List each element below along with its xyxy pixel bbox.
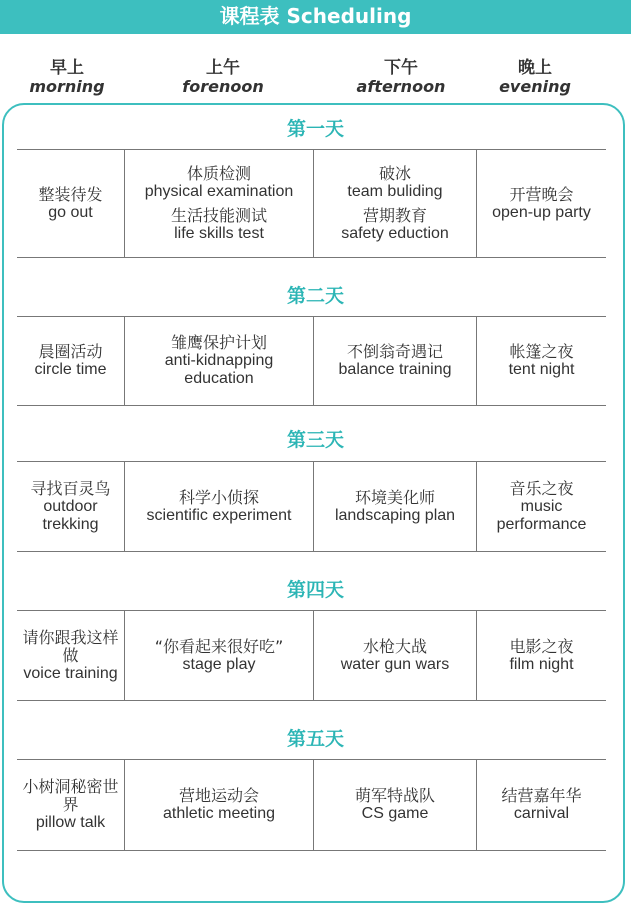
activity-name-en: anti-kidnapping education [164, 352, 274, 387]
schedule-cell [17, 611, 125, 700]
activity-name-zh: 环境美化师 [354, 487, 435, 507]
activity-name-zh: 寻找百灵鸟 [30, 478, 111, 498]
period-zh: 早上 [50, 58, 84, 78]
activity [347, 165, 442, 201]
activity [341, 207, 449, 243]
activity-name-zh: 帐篷之夜 [509, 342, 574, 361]
schedule-cell [125, 611, 314, 700]
activity [20, 778, 121, 832]
activity-name-zh: 生活技能测试 [170, 205, 267, 225]
activity-name-zh: 体质检测 [186, 163, 251, 183]
activity-name-en: life skills test [174, 224, 264, 242]
activity-name-zh: 请你跟我这样做 [22, 627, 119, 665]
period-afternoon [343, 58, 459, 96]
activity-name-en: open-up party [492, 203, 591, 221]
activity-name-zh: 雏鹰保护计划 [170, 333, 267, 352]
day-schedule-row [17, 610, 606, 701]
activity-name-zh: 营地运动会 [178, 786, 259, 805]
activity-name-zh: 结营嘉年华 [501, 786, 582, 805]
activity-name-zh: 不倒翁奇遇记 [346, 342, 443, 361]
schedule-cell [477, 760, 606, 850]
schedule-cell [314, 462, 477, 551]
activity-name-en: athletic meeting [162, 805, 276, 822]
activity [492, 186, 591, 222]
schedule-cell [17, 317, 125, 405]
activity-name-en: voice training [23, 664, 118, 682]
schedule-cell [477, 317, 606, 405]
schedule-cell [314, 611, 477, 700]
day-schedule-row [17, 149, 606, 258]
period-evening [489, 58, 581, 96]
activity [509, 343, 575, 379]
activity [163, 787, 275, 823]
schedule-cell [17, 462, 125, 551]
period-en: morning [29, 77, 105, 96]
period-zh: 下午 [384, 58, 418, 78]
day-title: 第五天 [286, 728, 344, 750]
schedule-cell [125, 150, 314, 257]
activity [509, 638, 573, 674]
activity-name-en: CS game [361, 805, 429, 822]
schedule-cell [477, 611, 606, 700]
period-zh: 上午 [206, 58, 240, 78]
activity-name-en: physical examination [144, 182, 294, 200]
period-morning [27, 58, 107, 96]
activity [480, 480, 603, 534]
activity [20, 629, 121, 683]
schedule-cell [477, 150, 606, 257]
activity-name-zh: 开营晚会 [509, 184, 574, 204]
schedule-cell [314, 317, 477, 405]
activity-name-en: water gun wars [340, 655, 450, 673]
activity [34, 343, 106, 379]
activity [341, 638, 450, 674]
activity-name-zh: 科学小侦探 [178, 487, 259, 507]
activity-name-en: circle time [34, 361, 107, 378]
schedule-cell [125, 462, 314, 551]
activity-name-zh: 小树洞秘密世界 [22, 777, 119, 814]
activity [147, 489, 292, 525]
activity-name-en: carnival [513, 805, 570, 822]
activity-name-zh: 营期教育 [362, 205, 427, 225]
activity-name-en: music performance [496, 497, 587, 533]
day-title: 第四天 [286, 579, 344, 601]
activity [335, 489, 455, 525]
activity [171, 207, 267, 243]
period-forenoon [168, 58, 278, 96]
period-en: afternoon [356, 77, 446, 96]
activity-name-en: go out [48, 203, 93, 221]
activity [155, 638, 284, 674]
period-zh: 晚上 [518, 58, 552, 78]
activity-name-en: safety eduction [341, 224, 449, 242]
day-schedule-row [17, 759, 606, 851]
page-title: 课程表 Scheduling [0, 0, 631, 34]
schedule-cell [477, 462, 606, 551]
activity-name-zh: 整装待发 [38, 184, 103, 204]
activity-name-zh: “你看起来很好吃” [154, 636, 284, 656]
activity [128, 334, 310, 388]
activity-name-en: pillow talk [35, 814, 106, 831]
activity-name-zh: 电影之夜 [509, 636, 574, 656]
activity [20, 480, 121, 534]
schedule-cell [17, 760, 125, 850]
schedule-cell [314, 150, 477, 257]
period-en: forenoon [182, 77, 264, 96]
activity-name-en: film night [509, 655, 574, 673]
activity-name-zh: 破冰 [378, 163, 411, 183]
activity-name-zh: 萌军特战队 [354, 786, 435, 805]
activity-name-en: landscaping plan [334, 506, 456, 524]
activity-name-en: scientific experiment [146, 506, 292, 524]
day-title: 第一天 [286, 118, 344, 140]
activity [501, 787, 581, 823]
activity [339, 343, 452, 379]
day-schedule-row [17, 316, 606, 406]
activity-name-zh: 音乐之夜 [509, 478, 574, 498]
activity-name-zh: 晨圈活动 [38, 342, 103, 361]
period-en: evening [499, 77, 571, 96]
schedule-cell [125, 317, 314, 405]
activity-name-en: outdoor trekking [42, 497, 99, 533]
schedule-cell [314, 760, 477, 850]
activity [355, 787, 435, 823]
activity [38, 186, 102, 222]
day-title: 第三天 [286, 429, 344, 451]
activity-name-en: tent night [508, 361, 575, 378]
activity-name-zh: 水枪大战 [362, 636, 427, 656]
activity [145, 165, 294, 201]
schedule-cell [125, 760, 314, 850]
day-title: 第二天 [286, 285, 344, 307]
activity-name-en: stage play [182, 655, 256, 673]
activity-name-en: team buliding [347, 182, 443, 200]
day-schedule-row [17, 461, 606, 552]
schedule-cell [17, 150, 125, 257]
activity-name-en: balance training [338, 361, 452, 378]
